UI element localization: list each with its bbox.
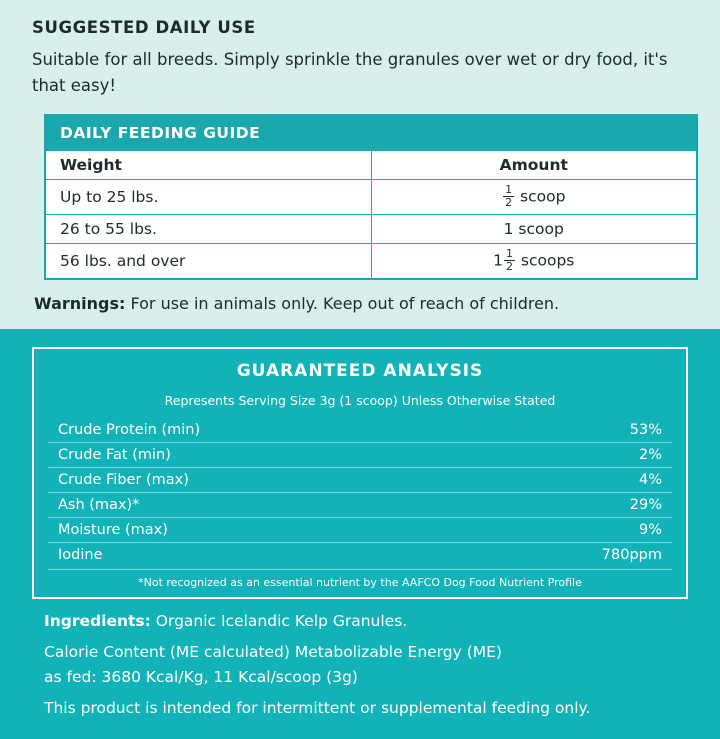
table-row <box>48 543 672 568</box>
nutrient-value: 2% <box>465 443 672 468</box>
warnings-label: Warnings: <box>34 294 126 314</box>
warnings-line <box>34 294 688 313</box>
ingredients-line <box>44 611 688 631</box>
column-header-weight: Weight <box>45 151 371 180</box>
fraction-one-half: $\frac{1}{2}$ <box>505 183 513 209</box>
table-row <box>45 215 697 244</box>
nutrient-name: Iodine <box>58 547 103 564</box>
warnings-text: For use in animals only. Keep out of reach of children. <box>125 294 560 314</box>
table-row <box>48 418 672 443</box>
intro-text: Suitable for all breeds. Simply sprinkle the granules over wet or dry food, it's that easy! <box>32 50 668 95</box>
feeding-guide-title: DAILY FEEDING GUIDE <box>45 115 697 151</box>
feeding-purpose-note: This product is intended for intermittent or supplemental feeding only. <box>44 698 591 717</box>
guaranteed-analysis-table <box>48 418 672 567</box>
amount-unit: scoops <box>520 251 575 270</box>
calorie-content-line-1: Calorie Content (ME calculated) Metabolizable Energy (ME) <box>44 643 502 662</box>
nutrient-name: Crude Fat (min) <box>48 443 465 468</box>
cell-weight: 26 to 55 lbs. <box>45 215 371 244</box>
amount-unit: scoop <box>520 187 566 206</box>
cell-amount: 1 scoop <box>371 215 697 244</box>
table-row <box>48 443 672 468</box>
nutrient-name: Ash (max)* <box>48 493 465 518</box>
guaranteed-analysis-box <box>32 347 688 599</box>
table-header-row <box>45 115 697 151</box>
fraction-one-half: $\frac{1}{2}$ <box>505 247 513 273</box>
suggested-daily-use-section <box>0 0 720 329</box>
table-row <box>45 180 697 215</box>
table-column-header-row <box>45 151 697 180</box>
amount-whole: 1 <box>493 251 503 270</box>
cell-weight: 56 lbs. and over <box>45 244 371 280</box>
table-row <box>48 493 672 518</box>
guaranteed-analysis-title: GUARANTEED ANALYSIS <box>236 361 484 382</box>
ingredients-label: Ingredients: <box>44 612 151 631</box>
nutrient-value: 29% <box>465 493 672 518</box>
table-row <box>48 468 672 493</box>
ingredients-text: Organic Icelandic Kelp Granules. <box>150 612 408 631</box>
nutrient-value: 780ppm <box>601 547 662 564</box>
calorie-content-line-2: as fed: 3680 Kcal/Kg, 11 Kcal/scoop (3g) <box>44 667 358 686</box>
page-title: SUGGESTED DAILY USE <box>32 18 256 37</box>
nutrient-name: Crude Protein (min) <box>48 418 465 443</box>
serving-size-note: Represents Serving Size 3g (1 scoop) Unless Otherwise Stated <box>164 393 556 409</box>
cell-amount <box>371 180 697 215</box>
nutrient-value: 9% <box>465 518 672 543</box>
nutrient-name: Crude Fiber (max) <box>48 468 465 493</box>
nutrient-value: 53% <box>465 418 672 443</box>
table-row <box>48 518 672 543</box>
cell-weight: Up to 25 lbs. <box>45 180 371 215</box>
nutrient-value: 4% <box>465 468 672 493</box>
guaranteed-analysis-footnote: *Not recognized as an essential nutrient by the AAFCO Dog Food Nutrient Profile <box>48 569 672 589</box>
table-row <box>45 244 697 280</box>
daily-feeding-guide-table <box>44 114 698 280</box>
cell-amount <box>371 244 697 280</box>
column-header-amount: Amount <box>371 151 697 180</box>
guaranteed-analysis-section <box>0 329 720 739</box>
nutrient-name: Moisture (max) <box>48 518 465 543</box>
bottom-text-block <box>32 611 688 718</box>
